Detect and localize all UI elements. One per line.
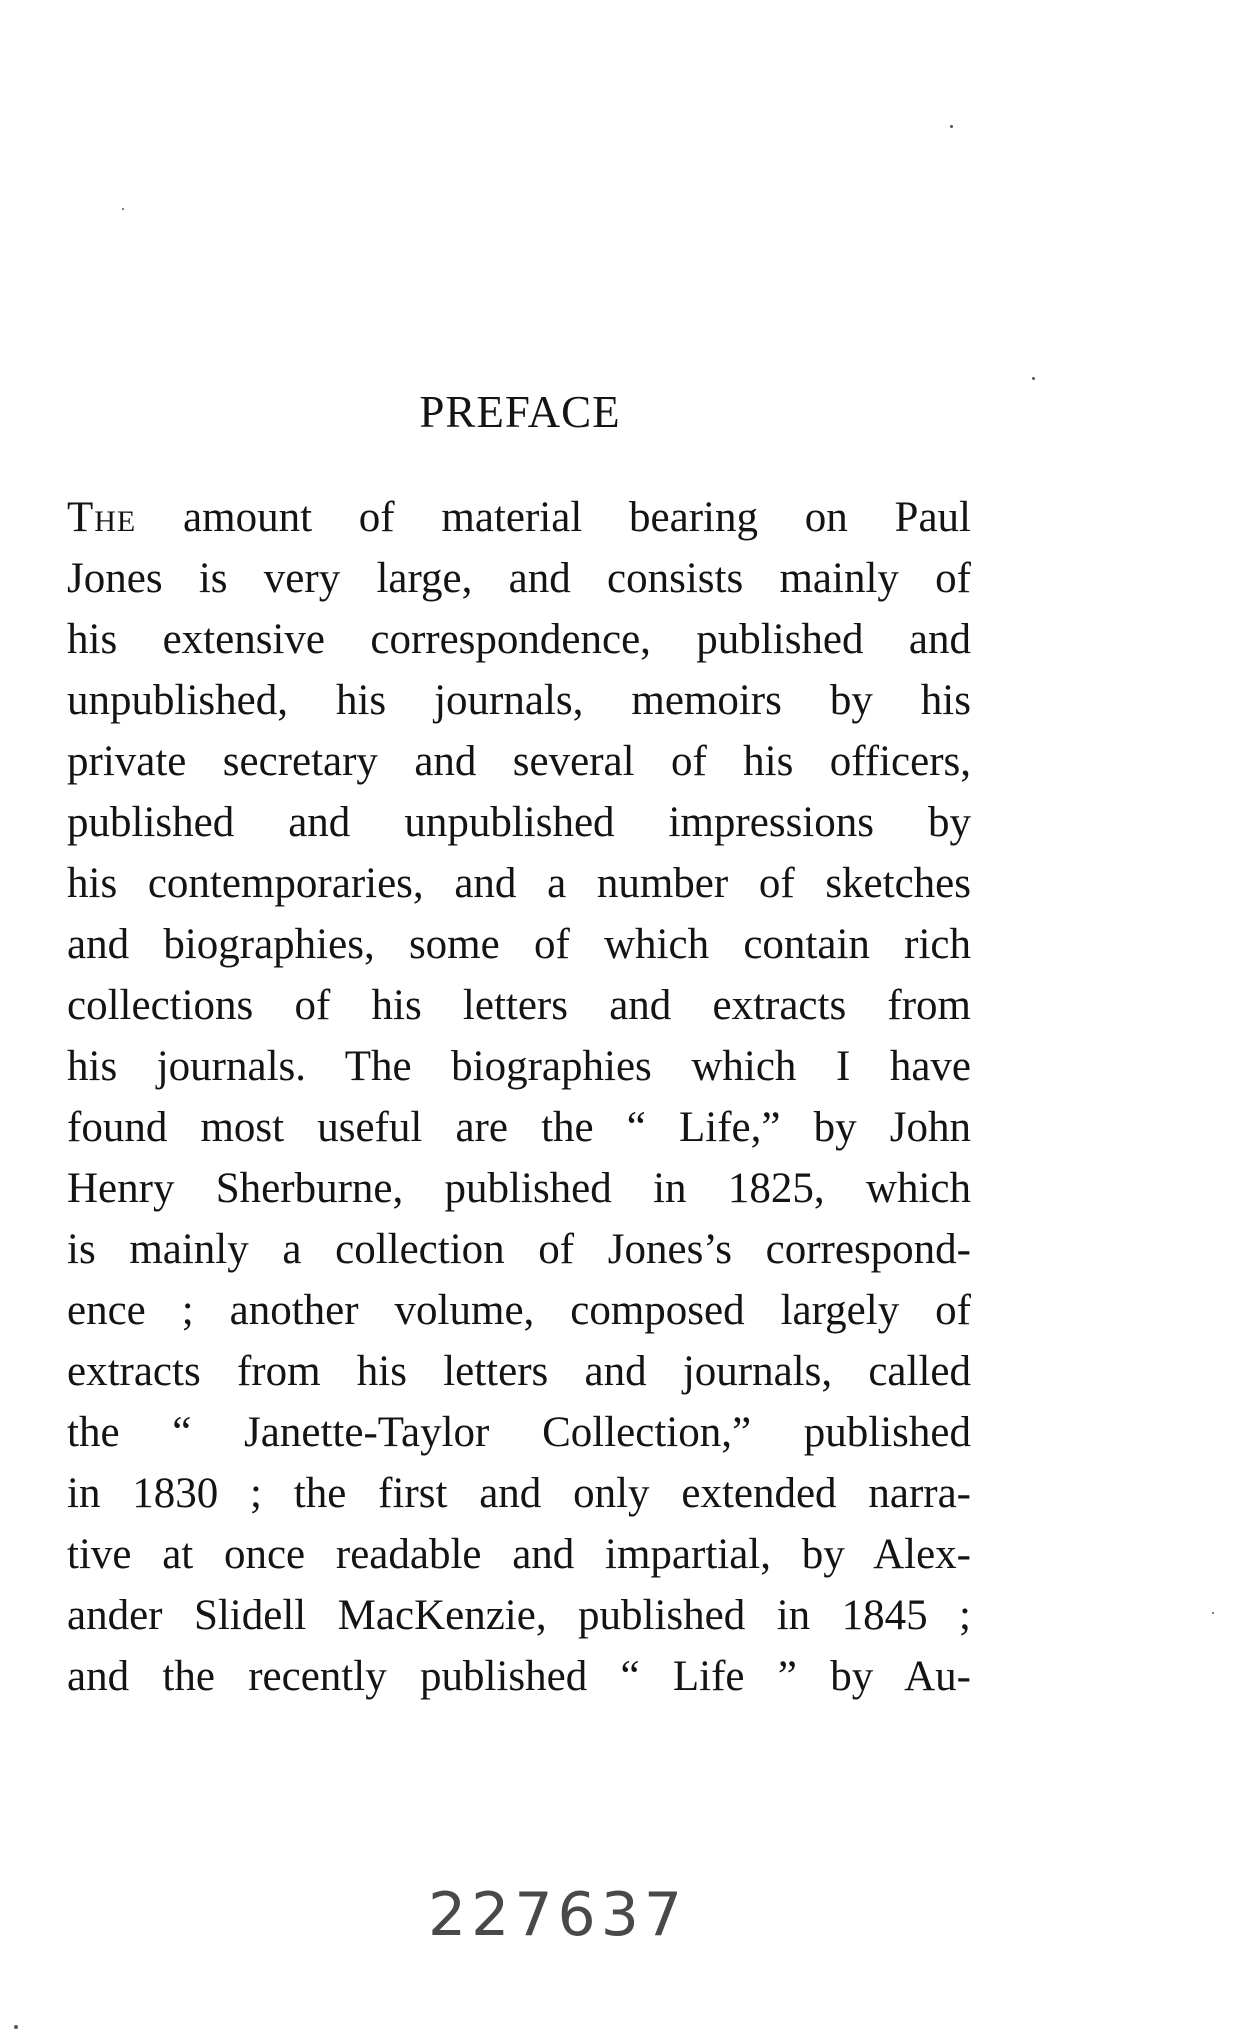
paper-speck [122, 208, 124, 210]
text-line: unpublished, his journals, memoirs by his [67, 677, 971, 724]
text-line: ence ; another volume, composed largely of [67, 1287, 971, 1334]
paper-speck [950, 125, 953, 128]
paper-speck [14, 2025, 18, 2029]
text-line: The amount of material bearing on Paul [67, 494, 971, 541]
text-line: Jones is very large, and consists mainly of [67, 555, 971, 602]
text-line: the “ Janette-Taylor Collection,” published [67, 1409, 971, 1456]
text-line: extracts from his letters and journals, called [67, 1348, 971, 1395]
text-line: is mainly a collection of Jones’s correspond- [67, 1226, 971, 1273]
drop-word: The [67, 494, 137, 541]
accession-stamp: 227637 [428, 1880, 688, 1950]
text-line: collections of his letters and extracts from [67, 982, 971, 1029]
paper-speck [1212, 1612, 1214, 1614]
page-title: PREFACE [419, 387, 621, 437]
text-line: his extensive correspondence, published and [67, 616, 971, 663]
text-line: Henry Sherburne, published in 1825, which [67, 1165, 971, 1212]
text-line: and biographies, some of which contain rich [67, 921, 971, 968]
text-line: private secretary and several of his officers, [67, 738, 971, 785]
text-line: found most useful are the “ Life,” by John [67, 1104, 971, 1151]
text-line: in 1830 ; the first and only extended narra- [67, 1470, 971, 1517]
text-line: and the recently published “ Life ” by Au- [67, 1653, 971, 1700]
text-line: published and unpublished impressions by [67, 799, 971, 846]
text-line: ander Slidell MacKenzie, published in 1845 ; [67, 1592, 971, 1639]
text-line: tive at once readable and impartial, by Alex- [67, 1531, 971, 1578]
paper-speck [1032, 377, 1035, 380]
text-line: his contemporaries, and a number of sketches [67, 860, 971, 907]
preface-text [67, 487, 971, 1707]
text-line: his journals. The biographies which I have [67, 1043, 971, 1090]
